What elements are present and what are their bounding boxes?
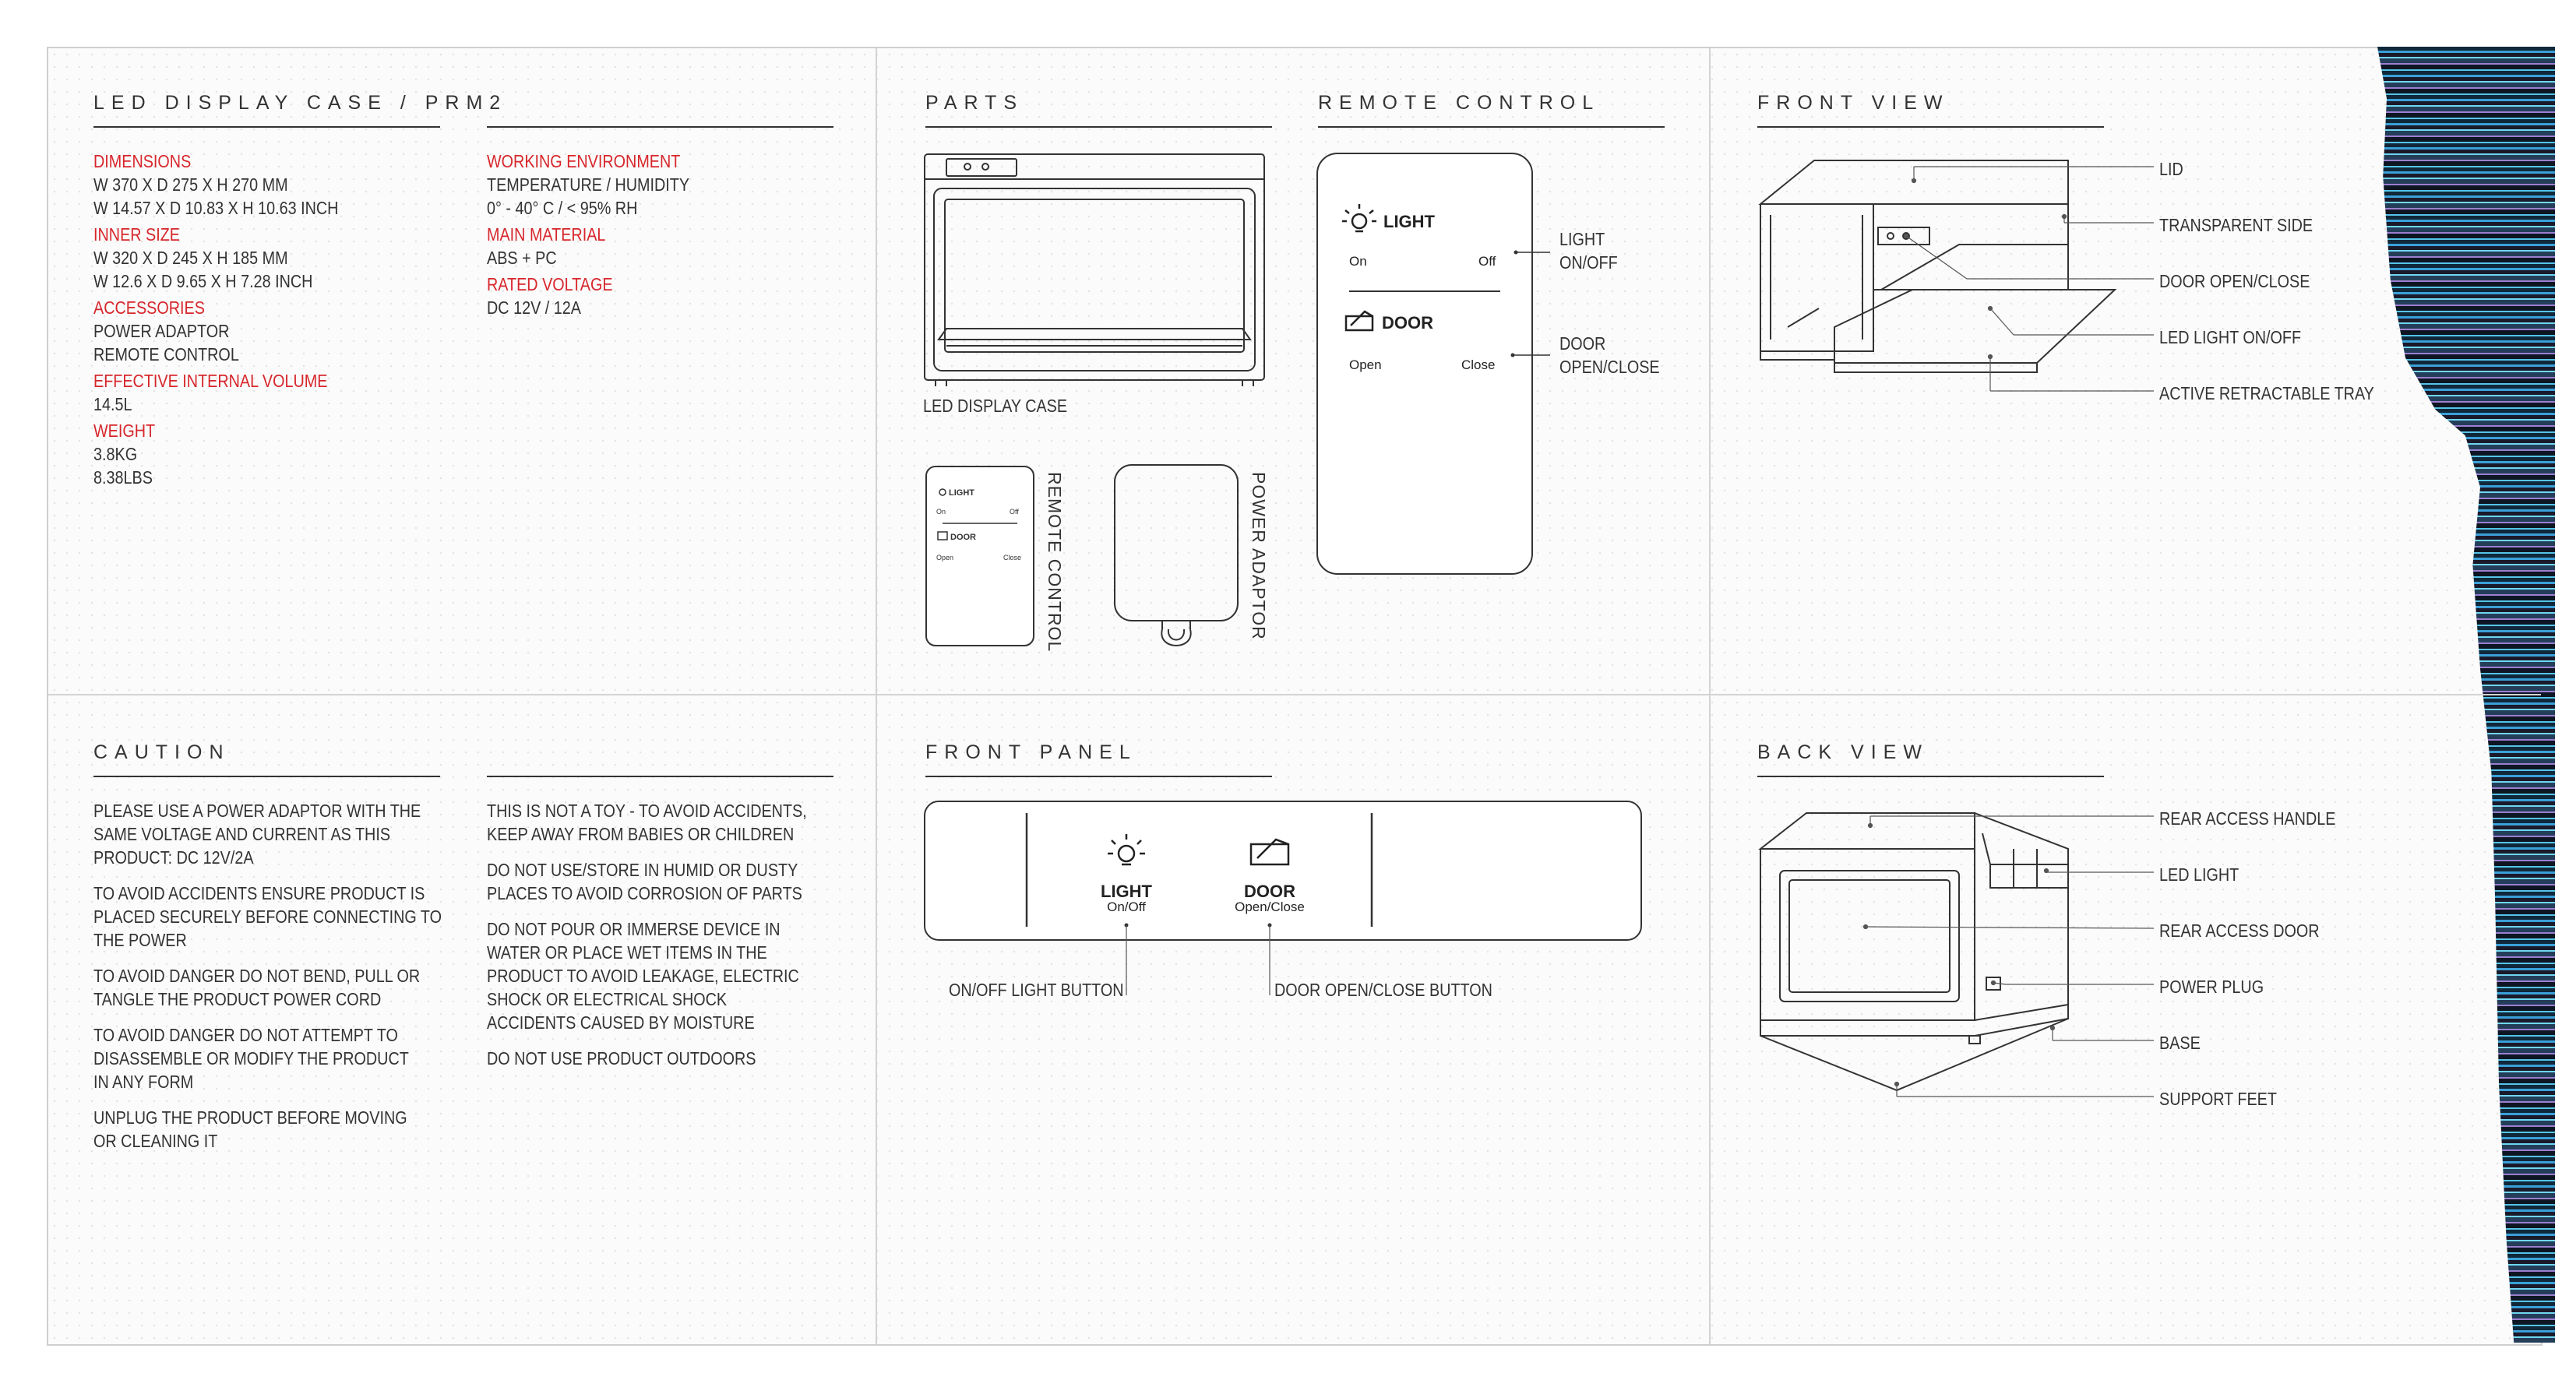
callout-led-light: LED LIGHT — [2159, 864, 2239, 885]
panel-light-label[interactable]: LIGHT — [1101, 882, 1152, 901]
display-case-label: LED DISPLAY CASE — [923, 396, 1068, 416]
panel-door-label[interactable]: DOOR — [1244, 882, 1295, 901]
callout-support-feet: SUPPORT FEET — [2159, 1089, 2277, 1109]
spec-value: 8.38LBS — [93, 467, 153, 488]
panel-divider — [48, 694, 2541, 695]
callout-light-button: ON/OFF LIGHT BUTTON — [949, 980, 1124, 1000]
callout-text: ON/OFF — [1559, 252, 1618, 273]
title-rule — [487, 776, 833, 777]
power-adaptor-illustration — [1114, 464, 1239, 654]
callout-light-on-off — [1559, 227, 1618, 274]
spec-label: ACCESSORIES — [93, 297, 205, 318]
caution-line: THIS IS NOT A TOY - TO AVOID ACCIDENTS, — [487, 801, 807, 821]
display-case-illustration — [923, 153, 1266, 394]
caution-line: PRODUCT: DC 12V/2A — [93, 847, 254, 868]
callout-transparent-side: TRANSPARENT SIDE — [2159, 215, 2313, 235]
remote-control-label: REMOTE CONTROL — [1045, 472, 1065, 653]
title-rule — [93, 126, 440, 128]
callout-retractable-tray: ACTIVE RETRACTABLE TRAY — [2159, 383, 2374, 403]
spec-value: ABS + PC — [487, 248, 557, 268]
callout-door-button: DOOR OPEN/CLOSE BUTTON — [1274, 980, 1492, 1000]
callout-door-open-close — [1559, 332, 1660, 378]
spec-value: REMOTE CONTROL — [93, 344, 239, 364]
spec-value: 0° - 40° C / < 95% RH — [487, 198, 638, 218]
front-panel-title: FRONT PANEL — [925, 741, 1137, 763]
spec-label: EFFECTIVE INTERNAL VOLUME — [93, 371, 328, 391]
caution-line: ACCIDENTS CAUSED BY MOISTURE — [487, 1012, 755, 1033]
caution-line: OR CLEANING IT — [93, 1131, 218, 1151]
mini-remote-light-text: LIGHT — [949, 488, 974, 498]
callout-door-open-close: DOOR OPEN/CLOSE — [2159, 271, 2310, 291]
caution-line: SAME VOLTAGE AND CURRENT AS THIS — [93, 824, 391, 844]
caution-line: PLACED SECURELY BEFORE CONNECTING TO — [93, 907, 442, 927]
spec-value: W 12.6 X D 9.65 X H 7.28 INCH — [93, 271, 313, 291]
spec-value: POWER ADAPTOR — [93, 321, 230, 341]
caution-column-2 — [487, 799, 807, 1083]
spec-value: W 14.57 X D 10.83 X H 10.63 INCH — [93, 198, 339, 218]
callout-text: DOOR — [1559, 333, 1606, 354]
caution-line: THE POWER — [93, 930, 187, 950]
caution-line: TO AVOID DANGER DO NOT ATTEMPT TO — [93, 1025, 398, 1045]
callout-base: BASE — [2159, 1033, 2201, 1053]
caution-line: IN ANY FORM — [93, 1072, 194, 1092]
title-rule — [1757, 126, 2104, 128]
title-rule — [1757, 776, 2104, 777]
panel-divider — [876, 48, 877, 1344]
callout-rear-access-door: REAR ACCESS DOOR — [2159, 921, 2320, 941]
spec-value: 14.5L — [93, 394, 132, 414]
mini-remote-open-text: Open — [936, 554, 954, 562]
spec-label: MAIN MATERIAL — [487, 224, 606, 245]
caution-line: TO AVOID DANGER DO NOT BEND, PULL OR — [93, 966, 421, 986]
remote-light-label: LIGHT — [1383, 212, 1435, 231]
caution-line: SHOCK OR ELECTRICAL SHOCK — [487, 989, 728, 1009]
caution-line: DO NOT POUR OR IMMERSE DEVICE IN — [487, 919, 781, 939]
spec-value: TEMPERATURE / HUMIDITY — [487, 174, 690, 195]
spec-label: RATED VOLTAGE — [487, 274, 613, 294]
remote-door-label: DOOR — [1382, 313, 1433, 333]
spec-label: WORKING ENVIRONMENT — [487, 151, 681, 171]
spec-value: W 320 X D 245 X H 185 MM — [93, 248, 288, 268]
spec-label: WEIGHT — [93, 421, 156, 441]
specs-column-1 — [93, 150, 338, 492]
caution-column-1 — [93, 799, 442, 1165]
power-adaptor-label: POWER ADAPTOR — [1249, 472, 1269, 640]
remote-close-label[interactable]: Close — [1461, 357, 1496, 372]
caution-line: KEEP AWAY FROM BABIES OR CHILDREN — [487, 824, 795, 844]
spec-label: INNER SIZE — [93, 224, 181, 245]
back-view-illustration — [1757, 802, 2162, 1114]
caution-line: TO AVOID ACCIDENTS ENSURE PRODUCT IS — [93, 883, 425, 903]
caution-line: PLEASE USE A POWER ADAPTOR WITH THE — [93, 801, 421, 821]
parts-title: PARTS — [925, 92, 1024, 114]
caution-line: DISASSEMBLE OR MODIFY THE PRODUCT — [93, 1048, 409, 1068]
spec-value: W 370 X D 275 X H 270 MM — [93, 174, 288, 195]
mini-remote-on-text: On — [936, 508, 946, 516]
title-rule — [925, 776, 1272, 777]
remote-open-label[interactable]: Open — [1349, 357, 1382, 372]
caution-line: UNPLUG THE PRODUCT BEFORE MOVING — [93, 1107, 407, 1128]
remote-control-illustration — [1316, 153, 1542, 577]
front-view-illustration — [1757, 153, 2138, 410]
caution-line: PRODUCT TO AVOID LEAKAGE, ELECTRIC — [487, 966, 799, 986]
title-rule — [487, 126, 833, 128]
callout-text: OPEN/CLOSE — [1559, 357, 1660, 377]
back-view-title: BACK VIEW — [1757, 741, 1929, 763]
spec-value: DC 12V / 12A — [487, 297, 581, 318]
callout-led-light-on-off: LED LIGHT ON/OFF — [2159, 327, 2302, 347]
caution-line: DO NOT USE/STORE IN HUMID OR DUSTY — [487, 860, 798, 880]
caution-line: PLACES TO AVOID CORROSION OF PARTS — [487, 883, 802, 903]
callout-text: LIGHT — [1559, 229, 1605, 249]
caution-line: DO NOT USE PRODUCT OUTDOORS — [487, 1048, 756, 1068]
callout-lid: LID — [2159, 159, 2183, 179]
remote-off-label[interactable]: Off — [1478, 254, 1496, 269]
front-panel-illustration — [924, 801, 1644, 995]
mini-remote-off-text: Off — [1010, 508, 1019, 516]
caution-title: CAUTION — [93, 741, 231, 763]
spec-value: 3.8KG — [93, 444, 138, 464]
title-rule — [925, 126, 1272, 128]
mini-remote-door-text: DOOR — [950, 533, 976, 542]
panel-door-sub: Open/Close — [1235, 899, 1305, 914]
front-view-title: FRONT VIEW — [1757, 92, 1950, 114]
remote-on-label[interactable]: On — [1349, 254, 1367, 269]
panel-light-sub: On/Off — [1107, 899, 1146, 914]
title-rule — [1318, 126, 1665, 128]
title-rule — [93, 776, 440, 777]
specs-title: LED DISPLAY CASE / PRM2 — [93, 92, 508, 114]
caution-line: WATER OR PLACE WET ITEMS IN THE — [487, 942, 767, 963]
remote-control-title: REMOTE CONTROL — [1318, 92, 1601, 114]
specs-column-2 — [487, 150, 689, 322]
panel-divider — [1709, 48, 1711, 1344]
callout-power-plug: POWER PLUG — [2159, 977, 2264, 997]
mini-remote-close-text: Close — [1003, 554, 1022, 562]
mini-remote-illustration — [925, 466, 1034, 646]
callout-rear-access-handle: REAR ACCESS HANDLE — [2159, 808, 2336, 829]
caution-line: TANGLE THE PRODUCT POWER CORD — [93, 989, 382, 1009]
spec-label: DIMENSIONS — [93, 151, 192, 171]
